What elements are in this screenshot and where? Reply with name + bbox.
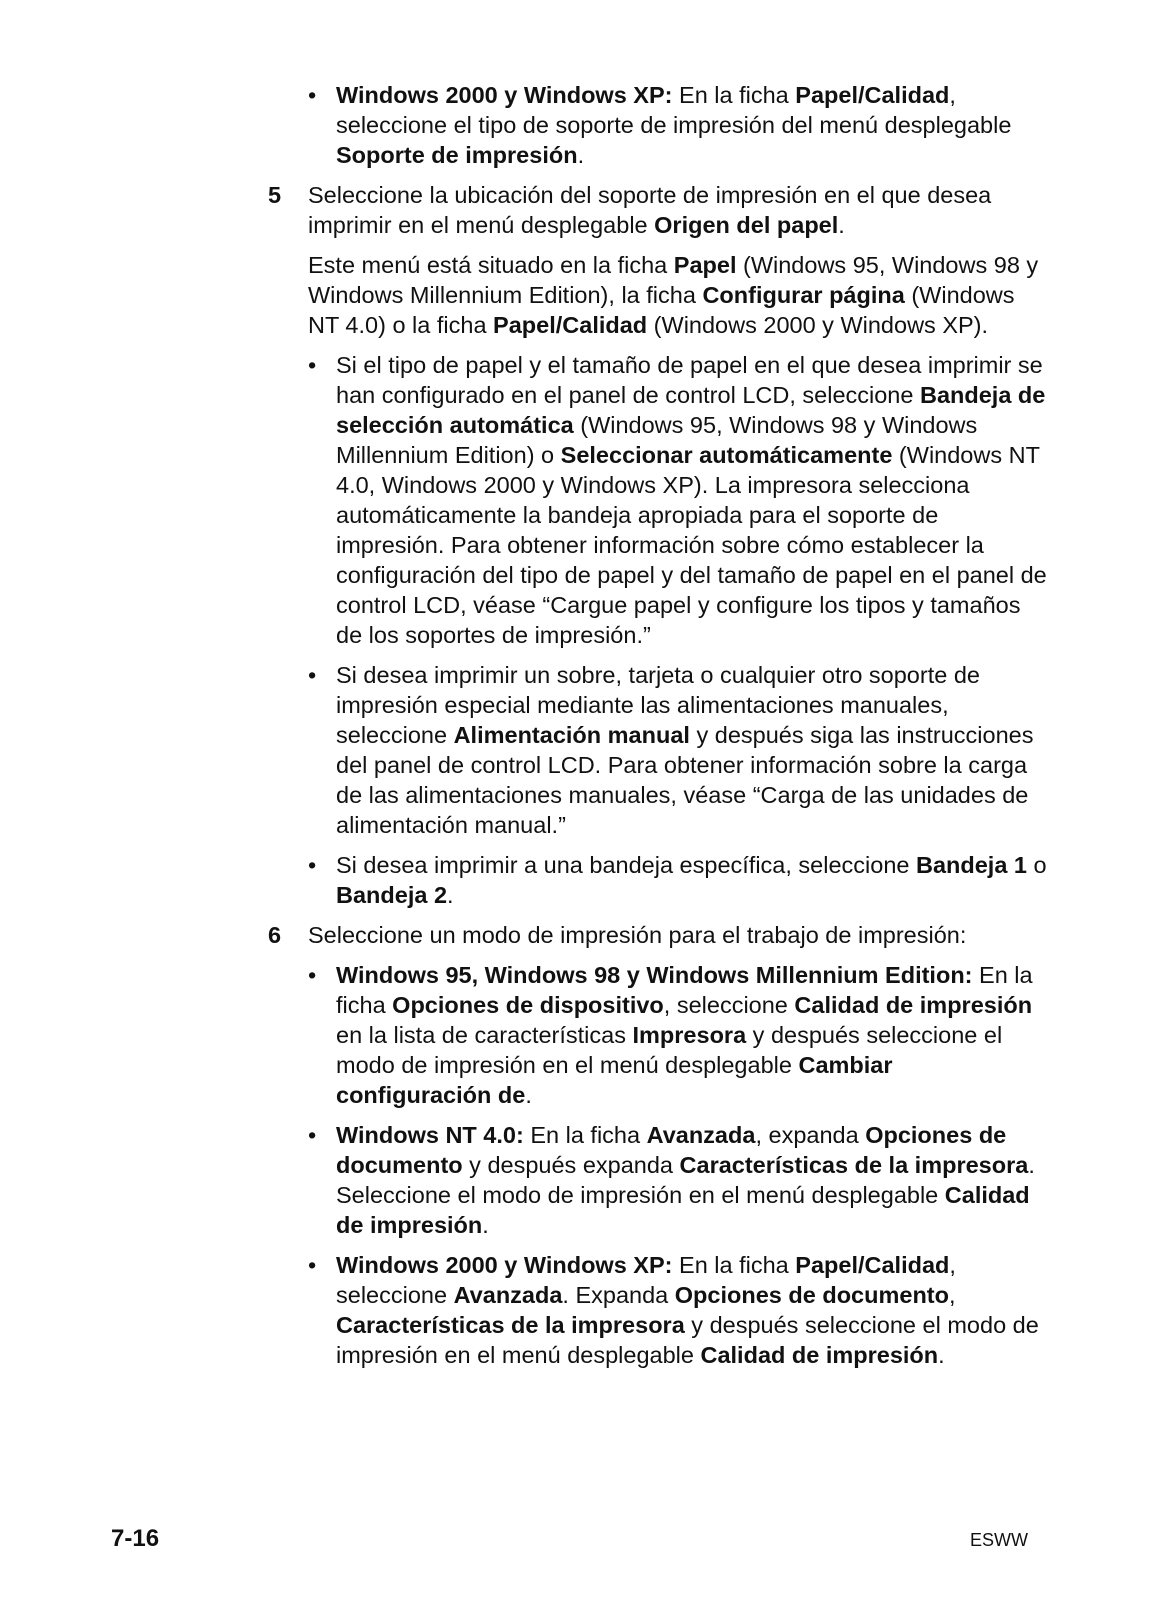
bold-text: Windows 2000 y Windows XP:: [336, 82, 673, 108]
bullet-item: [268, 350, 1048, 650]
text-run: Este menú está situado en la ficha: [308, 252, 674, 278]
text-run: Seleccione la ubicación del soporte de impresión en el que desea imprimir en el menú desplegable: [308, 182, 992, 238]
bold-text: Bandeja de selección automática: [336, 382, 1046, 438]
bold-text: Avanzada: [646, 1122, 756, 1148]
text-run: y después seleccione el modo de impresión en el menú desplegable: [336, 1022, 1003, 1078]
bold-text: Alimentación manual: [453, 722, 690, 748]
bold-text: Windows NT 4.0:: [336, 1122, 524, 1148]
text-run: .: [447, 882, 454, 908]
text-run: y después seleccione el modo de impresión en el menú desplegable: [336, 1312, 1039, 1368]
text-run: .: [938, 1342, 945, 1368]
numbered-step: [268, 180, 1048, 240]
bold-text: Windows 2000 y Windows XP:: [336, 1252, 673, 1278]
text-run: Seleccione un modo de impresión para el trabajo de impresión:: [308, 922, 967, 948]
bullet-marker: •: [308, 1252, 317, 1278]
bold-text: Opciones de documento: [336, 1122, 1007, 1178]
text-run: .: [838, 212, 845, 238]
bullet-marker: •: [308, 852, 317, 878]
bold-text: Windows 95, Windows 98 y Windows Millennium Edition:: [336, 962, 973, 988]
numbered-step: [268, 920, 1048, 950]
bold-text: Origen del papel: [654, 212, 839, 238]
text-run: (Windows 95, Windows 98 y Windows Millennium Edition), la ficha: [308, 252, 1039, 308]
bold-text: Papel: [673, 252, 737, 278]
bold-text: Papel/Calidad: [795, 1252, 950, 1278]
bold-text: Cambiar configuración de: [336, 1052, 893, 1108]
bullet-item: [268, 1250, 1048, 1370]
bullet-item: [268, 960, 1048, 1110]
text-run: , seleccione: [663, 992, 795, 1018]
bold-text: Características de la impresora: [336, 1312, 685, 1338]
text-run: , seleccione el tipo de soporte de impresión del menú desplegable: [336, 82, 1012, 138]
text-run: (Windows 95, Windows 98 y Windows Millennium Edition) o: [336, 412, 978, 468]
bold-text: Calidad de impresión: [700, 1342, 939, 1368]
bold-text: Calidad de impresión: [794, 992, 1033, 1018]
bullet-marker: •: [308, 82, 317, 108]
text-run: .: [577, 142, 585, 168]
text-run: Si desea imprimir un sobre, tarjeta o cualquier otro soporte de impresión especial mediante las alimentaciones manuales, seleccione: [336, 662, 980, 748]
step-number: 5: [268, 182, 282, 208]
bullet-marker: •: [308, 962, 317, 988]
text-run: En la ficha: [672, 1252, 796, 1278]
text-run: En la ficha: [672, 82, 796, 108]
text-run: . Expanda: [562, 1282, 675, 1308]
bullet-marker: •: [308, 352, 317, 378]
bullet-marker: •: [308, 1122, 317, 1148]
text-run: Si desea imprimir a una bandeja específica, seleccione: [336, 852, 916, 878]
bold-text: Avanzada: [453, 1282, 563, 1308]
text-run: .: [482, 1212, 489, 1238]
text-run: y después expanda: [462, 1152, 680, 1178]
bold-text: Características de la impresora: [679, 1152, 1029, 1178]
bullet-item: [268, 660, 1048, 840]
bold-text: Soporte de impresión: [336, 142, 578, 168]
text-run: , expanda: [755, 1122, 866, 1148]
bold-text: Calidad de impresión: [336, 1182, 1030, 1238]
page-number: 7-16: [111, 1525, 160, 1552]
text-run: En la ficha: [523, 1122, 647, 1148]
bold-text: Seleccionar automáticamente: [560, 442, 893, 468]
text-run: (Windows NT 4.0, Windows 2000 y Windows XP). La impresora selecciona automáticamente la bandeja apropiada para el soporte de impresión. Para obtener información sobre cómo establecer la configuración del tipo de papel y del tamaño de papel en el panel de control LCD, véase “Cargue papel y configure los tipos y tamaños de los soportes de impresión.”: [336, 442, 1047, 648]
step-number: 6: [268, 922, 282, 948]
text-run: , seleccione: [336, 1252, 956, 1308]
text-run: y después siga las instrucciones del panel de control LCD. Para obtener información sobre la carga de las alimentaciones manuales, véase “Carga de las unidades de alimentación manual.”: [336, 722, 1034, 838]
text-run: . Seleccione el modo de impresión en el menú desplegable: [336, 1152, 1035, 1208]
text-run: En la ficha: [336, 962, 1033, 1018]
page-body: [268, 80, 1048, 1380]
bold-text: Impresora: [632, 1022, 747, 1048]
text-run: ,: [948, 1282, 956, 1308]
text-run: (Windows NT 4.0) o la ficha: [308, 282, 1015, 338]
bullet-item: [268, 1120, 1048, 1240]
bullet-item: [268, 80, 1048, 170]
text-run: Si el tipo de papel y el tamaño de papel en el que desea imprimir se han configurado en el panel de control LCD, seleccione: [336, 352, 1043, 408]
bullet-marker: •: [308, 662, 317, 688]
bold-text: Opciones de dispositivo: [392, 992, 664, 1018]
text-run: (Windows 2000 y Windows XP).: [647, 312, 989, 338]
text-run: o: [1027, 852, 1047, 878]
bold-text: Opciones de documento: [674, 1282, 949, 1308]
bold-text: Papel/Calidad: [493, 312, 648, 338]
bullet-item: [268, 850, 1048, 910]
footer-label: ESWW: [970, 1530, 1028, 1550]
bold-text: Configurar página: [702, 282, 905, 308]
bold-text: Bandeja 2: [336, 882, 448, 908]
bold-text: Bandeja 1: [915, 852, 1028, 878]
paragraph: [268, 250, 1048, 340]
text-run: .: [525, 1082, 532, 1108]
text-run: en la lista de características: [336, 1022, 633, 1048]
bold-text: Papel/Calidad: [795, 82, 950, 108]
